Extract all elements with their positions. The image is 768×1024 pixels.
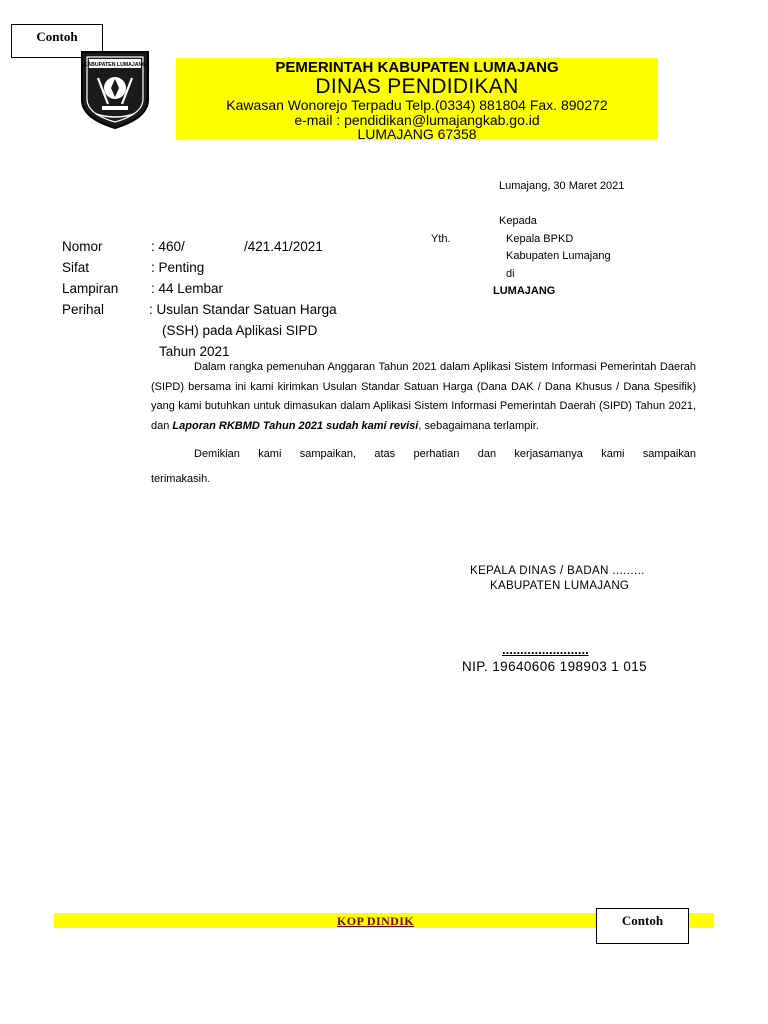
coat-of-arms-icon [78, 48, 152, 130]
body-p1-end: , sebagaimana terlampir. [418, 419, 539, 432]
body-paragraph-1 [151, 358, 696, 436]
nomor-value: : 460/ [151, 239, 185, 254]
signature-title-2: KABUPATEN LUMAJANG [490, 580, 630, 592]
recipient-line2: Kabupaten Lumajang [506, 250, 611, 262]
header-agency: DINAS PENDIDIKAN [315, 75, 519, 98]
recipient-line3: di [506, 268, 515, 280]
recipient-city: LUMAJANG [493, 285, 556, 297]
recipient-yth: Yth. [431, 233, 451, 245]
body-p1-text: Dalam rangka pemenuhan Anggaran Tahun 2021 dalam Aplikasi Sistem Informasi Pemerintah Daerah (SIPD) bersama ini kami kirimkan Usulan Standar Satuan Harga (Dana DAK / Dana Khusus / Dana Spesifik) yang kami butuhkan untuk dimasukan dalam Aplikasi Sistem Informasi Pemerintah Daerah (SIPD) Tahun 2021, dan [151, 361, 696, 432]
signature-name: ........................ [502, 642, 589, 657]
contoh-label-bottom: Contoh [596, 908, 689, 944]
letter-body [151, 358, 696, 489]
header-government: PEMERINTAH KABUPATEN LUMAJANG [275, 59, 559, 76]
body-p1-emphasis: Laporan RKBMD Tahun 2021 sudah kami revisi [172, 419, 419, 432]
sifat-label: Sifat [62, 260, 90, 275]
sifat-value: : Penting [151, 260, 205, 275]
perihal-label: Perihal [62, 302, 105, 317]
letterhead [176, 58, 658, 140]
regency-logo [78, 48, 152, 130]
lampiran-value: : 44 Lembar [151, 281, 224, 296]
kop-dindik-label: KOP DINDIK [337, 914, 415, 928]
perihal-value-2: (SSH) pada Aplikasi SIPD [162, 323, 318, 338]
nomor-label: Nomor [62, 239, 103, 254]
header-email: e-mail : pendidikan@lumajangkab.go.id [294, 111, 540, 128]
nomor-suffix: /421.41/2021 [244, 239, 323, 254]
perihal-value-3: Tahun 2021 [159, 344, 230, 359]
perihal-value-1: : Usulan Standar Satuan Harga [149, 302, 337, 317]
signature-title-1: KEPALA DINAS / BADAN ......... [470, 565, 645, 577]
recipient-kepada: Kepada [499, 215, 537, 227]
letter-date: Lumajang, 30 Maret 2021 [499, 180, 625, 192]
lampiran-label: Lampiran [62, 281, 119, 296]
body-closing: terimakasih. [151, 472, 211, 485]
header-city: LUMAJANG 67358 [357, 126, 477, 142]
body-paragraph-2: Demikian kami sampaikan, atas perhatian dan kerjasamanya kami sampaikan [194, 448, 696, 460]
contoh-label-top: Contoh [11, 24, 103, 58]
signature-nip: NIP. 19640606 198903 1 015 [462, 659, 648, 674]
logo-text: KABUPATEN LUMAJANG [83, 62, 147, 68]
header-address: Kawasan Wonorejo Terpadu Telp.(0334) 881804 Fax. 890272 [226, 97, 608, 113]
recipient-line1: Kepala BPKD [506, 233, 574, 245]
